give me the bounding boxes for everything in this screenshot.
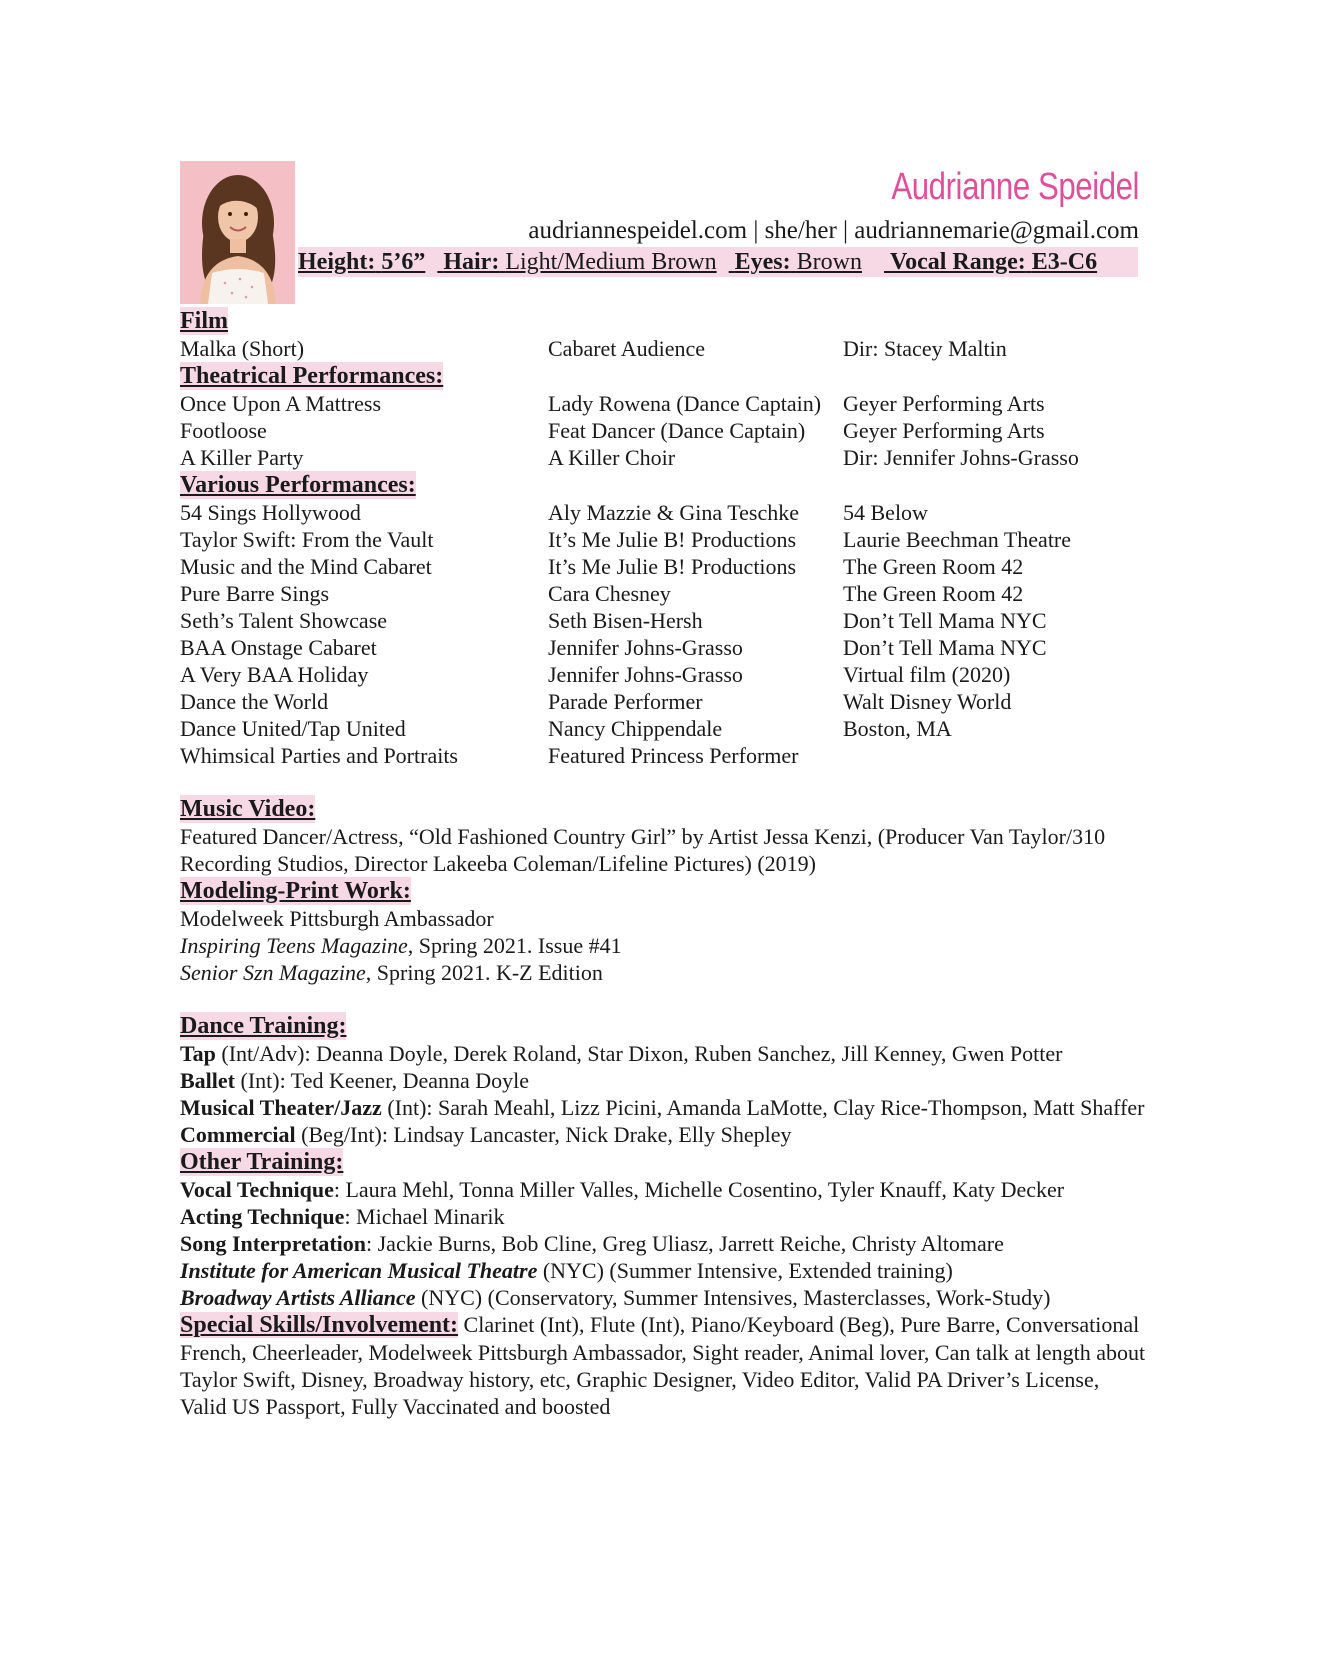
credit-role: Lady Rowena (Dance Captain) — [548, 391, 822, 416]
training-item — [180, 1203, 1150, 1230]
modeling-line — [180, 932, 1150, 959]
training-label: Vocal Technique — [180, 1177, 334, 1202]
music-video-heading: Music Video: — [180, 796, 316, 822]
hair-label: Hair: — [443, 249, 500, 275]
credit-title: Taylor Swift: From the Vault — [180, 527, 434, 552]
various-row — [180, 553, 1150, 580]
theatrical-heading: Theatrical Performances: — [180, 363, 444, 389]
various-section — [180, 471, 1150, 769]
training-item — [180, 1257, 1150, 1284]
various-row — [180, 634, 1150, 661]
publication-name: Senior Szn Magazine — [180, 960, 366, 985]
contact-line: audriannespeidel.com | she/her | audriannemarie@gmail.com — [528, 217, 1139, 244]
theatrical-row — [180, 417, 1150, 444]
credit-role: It’s Me Julie B! Productions — [548, 554, 797, 579]
credit-venue: Virtual film (2020) — [843, 662, 1011, 687]
modeling-heading: Modeling-Print Work: — [180, 878, 411, 904]
credit-venue: Dir: Stacey Maltin — [843, 336, 1007, 361]
credit-role: A Killer Choir — [548, 445, 676, 470]
eyes-label: Eyes: — [734, 249, 791, 275]
training-label: Song Interpretation — [180, 1231, 366, 1256]
credit-role: Featured Princess Performer — [548, 743, 799, 768]
credit-role: Cabaret Audience — [548, 336, 705, 361]
credit-title: Music and the Mind Cabaret — [180, 554, 432, 579]
credit-venue: The Green Room 42 — [843, 581, 1024, 606]
height-label: Height: — [298, 249, 376, 275]
credit-title: BAA Onstage Cabaret — [180, 635, 377, 660]
credit-venue: Don’t Tell Mama NYC — [843, 635, 1047, 660]
training-label: Broadway Artists Alliance — [180, 1285, 416, 1310]
modeling-line: Modelweek Pittsburgh Ambassador — [180, 906, 494, 931]
training-text: (Int): Ted Keener, Deanna Doyle — [235, 1068, 530, 1093]
credit-venue: Don’t Tell Mama NYC — [843, 608, 1047, 633]
other-training-section — [180, 1148, 1150, 1311]
credit-role: Parade Performer — [548, 689, 703, 714]
other-training-heading: Other Training: — [180, 1149, 344, 1175]
training-text: (Beg/Int): Lindsay Lancaster, Nick Drake, Elly Shepley — [295, 1122, 792, 1147]
training-label: Musical Theater/Jazz — [180, 1095, 382, 1120]
training-text: : Laura Mehl, Tonna Miller Valles, Michelle Cosentino, Tyler Knauff, Katy Decker — [333, 1177, 1065, 1202]
theatrical-row — [180, 390, 1150, 417]
film-section — [180, 307, 1150, 362]
credit-role: Nancy Chippendale — [548, 716, 723, 741]
training-item — [180, 1121, 1150, 1148]
training-label: Tap — [180, 1041, 216, 1066]
various-row — [180, 715, 1150, 742]
vocal-label: Vocal Range: — [889, 249, 1026, 275]
training-label: Commercial — [180, 1122, 296, 1147]
various-row — [180, 607, 1150, 634]
credit-title: Pure Barre Sings — [180, 581, 330, 606]
training-item — [180, 1230, 1150, 1257]
various-row — [180, 499, 1150, 526]
training-label: Acting Technique — [180, 1204, 345, 1229]
credit-venue: Dir: Jennifer Johns-Grasso — [843, 445, 1079, 470]
headshot-photo — [180, 161, 295, 304]
credit-venue: Geyer Performing Arts — [843, 391, 1045, 416]
training-item — [180, 1176, 1150, 1203]
training-text: : Jackie Burns, Bob Cline, Greg Uliasz, Jarrett Reiche, Christy Altomare — [366, 1231, 1004, 1256]
publication-detail: , Spring 2021. K-Z Edition — [365, 960, 603, 985]
section-spacer — [180, 769, 1150, 795]
various-heading: Various Performances: — [180, 472, 416, 498]
vocal-value: E3-C6 — [1031, 249, 1098, 275]
credit-venue: 54 Below — [843, 500, 928, 525]
training-text: (Int/Adv): Deanna Doyle, Derek Roland, Star Dixon, Ruben Sanchez, Jill Kenney, Gwen Potter — [215, 1041, 1063, 1066]
training-label: Institute for American Musical Theatre — [180, 1258, 538, 1283]
credit-venue: Laurie Beechman Theatre — [843, 527, 1072, 552]
credit-title: Dance the World — [180, 689, 329, 714]
credit-role: Feat Dancer (Dance Captain) — [548, 418, 806, 443]
section-spacer — [180, 986, 1150, 1012]
credit-venue: Walt Disney World — [843, 689, 1012, 714]
training-item — [180, 1094, 1150, 1121]
film-heading: Film — [180, 308, 228, 334]
theatrical-row — [180, 444, 1150, 471]
music-video-section — [180, 795, 1150, 877]
music-video-text: Featured Dancer/Actress, “Old Fashioned Country Girl” by Artist Jessa Kenzi, (Producer Van Taylor/310 Recording Studios, Director Lakeeba Coleman/Lifeline Pictures) (2019) — [180, 824, 1106, 876]
film-row — [180, 335, 1150, 362]
various-row — [180, 688, 1150, 715]
various-row — [180, 742, 1150, 769]
credit-title: A Very BAA Holiday — [180, 662, 369, 687]
training-text: (Int): Sarah Meahl, Lizz Picini, Amanda LaMotte, Clay Rice-Thompson, Matt Shaffer — [381, 1095, 1145, 1120]
publication-name: Inspiring Teens Magazine — [180, 933, 408, 958]
dance-training-heading: Dance Training: — [180, 1013, 347, 1039]
credit-role: Jennifer Johns-Grasso — [548, 635, 743, 660]
training-item — [180, 1284, 1150, 1311]
height-value: 5’6” — [381, 249, 426, 275]
resume-content — [180, 307, 1150, 1420]
credit-role: Seth Bisen-Hersh — [548, 608, 703, 633]
credit-role: It’s Me Julie B! Productions — [548, 527, 797, 552]
training-label: Ballet — [180, 1068, 235, 1093]
credit-title: Seth’s Talent Showcase — [180, 608, 388, 633]
skills-heading: Special Skills/Involvement: — [180, 1312, 459, 1338]
stats-line — [298, 247, 1138, 277]
credit-role: Cara Chesney — [548, 581, 671, 606]
training-text: (NYC) (Summer Intensive, Extended training) — [537, 1258, 953, 1283]
skills-text: Clarinet (Int), Flute (Int), Piano/Keyboard (Beg), Pure Barre, Conversational French, Cheerleader, Modelweek Pittsburgh Ambassador, Sight reader, Animal lover, Can talk at length about Taylor Swift, Disney, Broadway history, etc, Graphic Designer, Video Editor, Valid PA Driver’s License, Valid US Passport, Fully Vaccinated and boosted — [180, 1312, 1146, 1419]
resume-name: Audrianne Speidel — [891, 166, 1139, 208]
credit-title: 54 Sings Hollywood — [180, 500, 361, 525]
modeling-line — [180, 959, 1150, 986]
training-item — [180, 1067, 1150, 1094]
training-text: (NYC) (Conservatory, Summer Intensives, Masterclasses, Work-Study) — [415, 1285, 1051, 1310]
various-row — [180, 526, 1150, 553]
dance-training-section — [180, 1012, 1150, 1148]
credit-role: Aly Mazzie & Gina Teschke — [548, 500, 799, 525]
credit-venue: Boston, MA — [843, 716, 952, 741]
modeling-section — [180, 877, 1150, 986]
training-item — [180, 1040, 1150, 1067]
training-text: : Michael Minarik — [344, 1204, 505, 1229]
credit-title: Dance United/Tap United — [180, 716, 406, 741]
various-row — [180, 580, 1150, 607]
credit-title: Whimsical Parties and Portraits — [180, 743, 458, 768]
eyes-value: Brown — [796, 249, 862, 275]
credit-title: Footloose — [180, 418, 267, 443]
credit-title: Malka (Short) — [180, 336, 305, 361]
various-row — [180, 661, 1150, 688]
skills-section — [180, 1311, 1150, 1420]
credit-role: Jennifer Johns-Grasso — [548, 662, 743, 687]
theatrical-section — [180, 362, 1150, 471]
publication-detail: , Spring 2021. Issue #41 — [407, 933, 622, 958]
credit-title: A Killer Party — [180, 445, 304, 470]
hair-value: Light/Medium Brown — [505, 249, 717, 275]
credit-title: Once Upon A Mattress — [180, 391, 382, 416]
credit-venue: Geyer Performing Arts — [843, 418, 1045, 443]
credit-venue: The Green Room 42 — [843, 554, 1024, 579]
